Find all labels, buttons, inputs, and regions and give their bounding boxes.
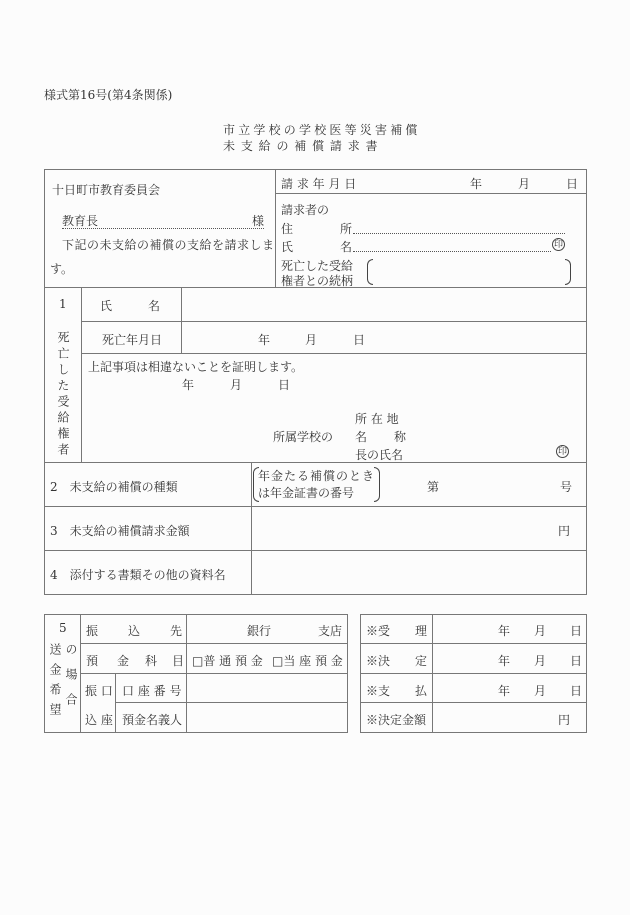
form-title-line1: 市立学校の学校医等災害補償 (223, 123, 421, 137)
form-title-line2: 未 支 給 の 補 償 請 求 書 (223, 139, 379, 153)
section5-vertical-label-2: の場合 (64, 643, 78, 718)
honorific: 様 (252, 214, 265, 228)
divider (360, 673, 586, 674)
month-label: 月 (534, 624, 547, 638)
yen-label: 円 (558, 524, 571, 538)
transfer-account-label-2: 込 座 (85, 713, 113, 727)
divider (81, 353, 586, 354)
school-name-label-end: 称 (394, 430, 407, 444)
relationship-field[interactable] (375, 259, 563, 283)
month-label: 月 (230, 378, 243, 392)
divider (81, 287, 82, 462)
received-label: ※受 (366, 624, 391, 638)
section5-vertical-label-1: 送金希望 (48, 643, 62, 723)
deceased-name-field[interactable] (182, 288, 585, 320)
school-name-label: 名 (355, 430, 368, 444)
request-statement: 下記の未支給の補償の支給を請求しま (62, 238, 275, 252)
branch-label: 支店 (318, 624, 343, 638)
month-label: 月 (518, 177, 531, 191)
received-label-end: 理 (415, 624, 428, 638)
account-number-field[interactable] (187, 674, 347, 702)
year-label: 年 (498, 624, 511, 638)
request-statement-end: す。 (50, 262, 74, 276)
account-number-label: 口 座 番 号 (122, 684, 182, 698)
deposit-type-label-4: 目 (172, 654, 185, 668)
day-label: 日 (566, 177, 579, 191)
section4-label: 4 添付する書類その他の資料名 (50, 568, 226, 582)
seal-icon: 印 (553, 240, 563, 250)
yen-label: 円 (558, 713, 571, 727)
month-label: 月 (534, 654, 547, 668)
current-deposit-checkbox[interactable]: □当 座 預 金 (272, 654, 343, 668)
account-holder-label: 預金名義人 (122, 713, 183, 727)
claimant-name-field[interactable] (353, 251, 551, 252)
address-label-end: 所 (340, 222, 353, 236)
day-label: 日 (278, 378, 291, 392)
name-label-end: 名 (340, 240, 353, 254)
bank-label: 銀行 (247, 624, 272, 638)
month-label: 月 (534, 684, 547, 698)
divider (81, 321, 586, 322)
section5-number: 5 (59, 621, 67, 635)
year-label: 年 (498, 684, 511, 698)
year-label: 年 (470, 177, 483, 191)
deposit-type-label-2: 金 (117, 654, 130, 668)
request-date-label: 請 求 年 月 日 (281, 177, 357, 191)
address-label: 住 (281, 222, 294, 236)
pension-note-2: は年金証書の番号 (258, 486, 355, 500)
claimant-address-field[interactable] (353, 233, 565, 234)
paid-label: ※支 (366, 684, 391, 698)
divider (360, 643, 586, 644)
name-label: 氏 (281, 240, 294, 254)
day-label: 日 (353, 333, 366, 347)
seal-icon: 印 (557, 447, 567, 457)
addressee-name-field[interactable] (62, 228, 264, 229)
deceased-name-label: 氏 (100, 299, 113, 313)
year-label: 年 (498, 654, 511, 668)
payee-label: 振 (86, 624, 99, 638)
number-suffix: 号 (560, 480, 573, 494)
deceased-name-label-end: 名 (148, 299, 161, 313)
school-location-label: 所 在 地 (355, 412, 399, 426)
pension-certificate-number-field[interactable] (440, 470, 555, 498)
divider (44, 462, 586, 463)
principal-name-label: 長の氏名 (355, 448, 404, 462)
number-prefix: 第 (427, 480, 440, 494)
bracket-right-icon (565, 259, 571, 285)
deposit-type-label-3: 科 (145, 654, 158, 668)
year-label: 年 (258, 333, 271, 347)
section1-number: 1 (59, 297, 67, 311)
decided-label-end: 定 (415, 654, 428, 668)
claim-amount-field[interactable] (252, 507, 552, 549)
decided-label: ※決 (366, 654, 391, 668)
addressee-title: 教育長 (62, 214, 99, 228)
section3-label: 3 未支給の補償請求金額 (50, 524, 190, 538)
pension-note: 年金たる補償のとき (258, 469, 376, 483)
transfer-account-label: 振 口 (85, 684, 113, 698)
committee-name: 十日町市教育委員会 (52, 183, 161, 197)
divider (360, 702, 586, 703)
divider (275, 169, 276, 287)
section2-label: 2 未支給の補償の種類 (50, 480, 178, 494)
ordinary-deposit-checkbox[interactable]: □普 通 預 金 (192, 654, 263, 668)
death-date-label: 死亡年月日 (102, 333, 163, 347)
day-label: 日 (570, 654, 583, 668)
payee-label-2: 込 (128, 624, 141, 638)
divider (80, 643, 347, 644)
bracket-right-icon (374, 467, 380, 502)
certification-text: 上記事項は相違ないことを証明します。 (88, 360, 304, 374)
relationship-label: 死亡した受給 (281, 259, 354, 273)
divider (275, 193, 586, 194)
day-label: 日 (570, 624, 583, 638)
form-number: 様式第16号(第4条関係) (44, 88, 173, 102)
section1-vertical-label: 死亡した受給権者 (56, 331, 70, 459)
decided-amount-label: ※決定金額 (366, 713, 427, 727)
attachments-field[interactable] (252, 551, 585, 593)
paid-label-end: 払 (415, 684, 428, 698)
account-holder-field[interactable] (187, 703, 347, 731)
payee-label-3: 先 (170, 624, 183, 638)
year-label: 年 (182, 378, 195, 392)
month-label: 月 (305, 333, 318, 347)
claimant-label: 請求者の (281, 203, 330, 217)
school-prefix-label: 所属学校の (273, 430, 334, 444)
deposit-type-label: 預 (86, 654, 99, 668)
bracket-left-icon (367, 259, 373, 285)
day-label: 日 (570, 684, 583, 698)
relationship-label-2: 権者との続柄 (281, 274, 354, 288)
